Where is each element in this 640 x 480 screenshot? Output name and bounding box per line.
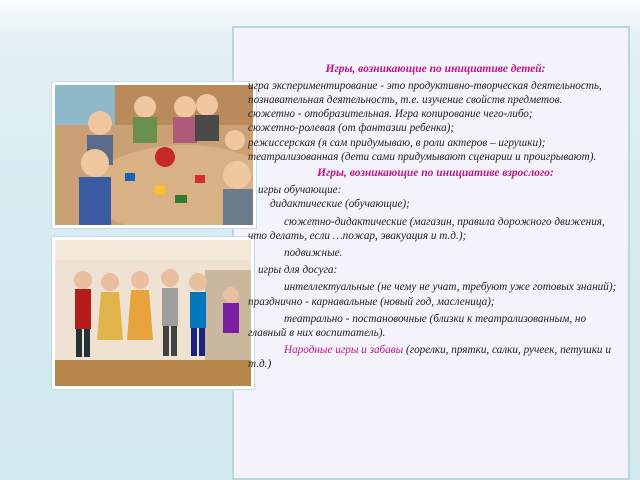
leisure-item: театрально - постановочные (близки к театрализованным, но главный в них воспитатель).: [248, 312, 587, 339]
slide-text: [248, 50, 623, 372]
child-item: игра экспериментирование - это продуктивно-творческая деятельность, познавательная деятельность, т.е. изучение свойств предметов.: [248, 79, 602, 106]
adult-item: подвижные.: [284, 246, 343, 259]
child-item: режиссерская (я сам придумываю, в роли актеров – игрушки);: [248, 136, 546, 149]
child-item: сюжетно - отобразительная. Игра копирование чего-либо;: [248, 108, 533, 121]
child-item: театрализованная (дети сами придумывают сценарии и проигрывают).: [248, 150, 597, 163]
child-item: сюжетно-ролевая (от фантазии ребенка);: [248, 122, 455, 135]
folk-games-text: (горелки, прятки, салки, ручеек, петушки и т.д.): [248, 344, 611, 371]
photo-children-at-table: [52, 82, 256, 228]
folk-games: [248, 343, 623, 371]
folk-games-label: Народные игры и забавы: [284, 344, 404, 357]
leisure-intro: игры для досуга:: [258, 264, 338, 277]
heading-adult-initiative: Игры, возникающие по инициативе взрослого:: [317, 166, 554, 179]
adult-item: дидактические (обучающие);: [270, 198, 410, 211]
photo-children-standing-game: [52, 237, 254, 389]
adult-item: сюжетно-дидактические (магазин, правила дорожного движения, что делать, если …пожар, эвакуация и т.д.);: [248, 215, 605, 242]
leisure-item: интеллектуальные (не чему не учат, требуют уже готовых знаний); празднично - карнавальные (новый год, масленица);: [248, 281, 617, 308]
adult-intro: игры обучающие:: [258, 184, 342, 197]
heading-child-initiative: Игры, возникающие по инициативе детей:: [325, 62, 546, 75]
